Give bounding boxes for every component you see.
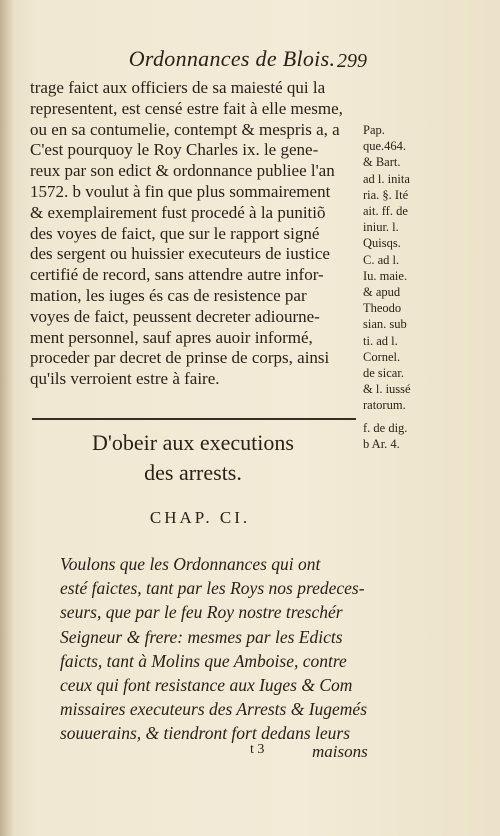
body-line: ment personnel, sauf apres auoir informé, — [30, 327, 313, 347]
catchword: maisons — [312, 742, 368, 761]
margin-note-line: & l. iussé — [363, 382, 411, 397]
section-title — [58, 428, 328, 488]
chapter-text-line: Voulons que les Ordonnances qui ont — [60, 554, 321, 574]
body-line: representent, est censé estre fait à elle mesme, — [30, 98, 343, 118]
gutter-shadow — [0, 0, 14, 836]
margin-notes-lower — [363, 420, 473, 452]
section-divider-rule-end — [350, 418, 356, 420]
margin-note-line: ria. §. Ité — [363, 187, 409, 202]
main-paragraph — [30, 78, 365, 390]
section-title-line: des arrests. — [144, 460, 242, 485]
body-line: qu'ils verroient estre à faire. — [30, 369, 220, 389]
chapter-text — [60, 552, 390, 746]
margin-note-line: & apud — [363, 285, 401, 300]
margin-note-line: Cornel. — [363, 349, 401, 364]
body-line: reux par son edict & ordonnance publiee l'an — [30, 161, 335, 181]
margin-note-line: que.464. — [363, 139, 407, 154]
margin-notes — [363, 122, 468, 414]
margin-note-line: ti. ad l. — [363, 333, 398, 348]
margin-note-line: iniur. l. — [363, 220, 399, 235]
chapter-heading: CHAP. CI. — [149, 508, 251, 527]
chapter-text-line: seurs, que par le feu Roy nostre treschér — [60, 602, 343, 623]
margin-note-line: b Ar. 4. — [363, 437, 400, 451]
chapter-text-line: Seigneur & frere: mesmes par les Edicts — [60, 626, 343, 647]
page-number: 299 — [337, 50, 367, 72]
margin-note-line: de sicar. — [363, 366, 404, 381]
body-line: mation, les iuges és cas de resistence par — [30, 285, 307, 305]
body-line: ou en sa contumelie, contempt & mespris a, a — [30, 119, 340, 139]
chapter-text-line: ceux qui font resistance aux Iuges & Com — [60, 675, 353, 696]
section-title-line: D'obeir aux executions — [92, 430, 294, 455]
margin-note-line: Iu. maie. — [363, 268, 408, 283]
margin-note-line: ratorum. — [363, 398, 406, 413]
chapter-text-line: esté faictes, tant par les Roys nos predeces- — [60, 578, 365, 599]
margin-note-line: Theodo — [363, 301, 402, 316]
margin-note-line: Quisqs. — [363, 236, 401, 251]
body-line: certifié de record, sans attendre autre infor- — [30, 265, 324, 285]
chapter-text-line: souuerains, & tiendront fort dedans leurs — [60, 723, 351, 744]
margin-note-line: & Bart. — [363, 155, 401, 170]
body-line: des sergent ou huissier executeurs de iustice — [30, 244, 330, 264]
chapter-text-line: faicts, tant à Molins que Amboise, contre — [60, 650, 347, 671]
body-line: proceder par decret de prinse de corps, ainsi — [30, 348, 330, 368]
body-line: & exemplairement fust procedé à la punitiõ — [30, 202, 326, 222]
section-divider-rule — [32, 418, 350, 420]
chapter-text-line: missaires executeurs des Arrests & Iugemés — [60, 699, 368, 720]
body-line: 1572. b voulut à fin que plus sommairement — [30, 181, 331, 201]
running-head: Ordonnances de Blois. — [128, 46, 336, 71]
margin-note-line: sian. sub — [363, 317, 407, 332]
body-line: des voyes de faict, que sur le rapport signé — [30, 223, 320, 243]
body-line: trage faict aux officiers de sa maiesté qui la — [30, 78, 326, 97]
margin-note-line: Pap. — [363, 123, 385, 137]
margin-note-line: ait. ff. de — [363, 204, 408, 219]
body-line: voyes de faict, peussent decreter adiourne- — [30, 306, 320, 326]
body-line: C'est pourquoy le Roy Charles ix. le gene- — [30, 140, 319, 160]
signature-mark: t 3 — [250, 742, 265, 757]
margin-note-line: C. ad l. — [363, 252, 400, 267]
margin-note-line: ad l. inita — [363, 171, 410, 186]
margin-note-line: f. de dig. — [363, 421, 408, 435]
